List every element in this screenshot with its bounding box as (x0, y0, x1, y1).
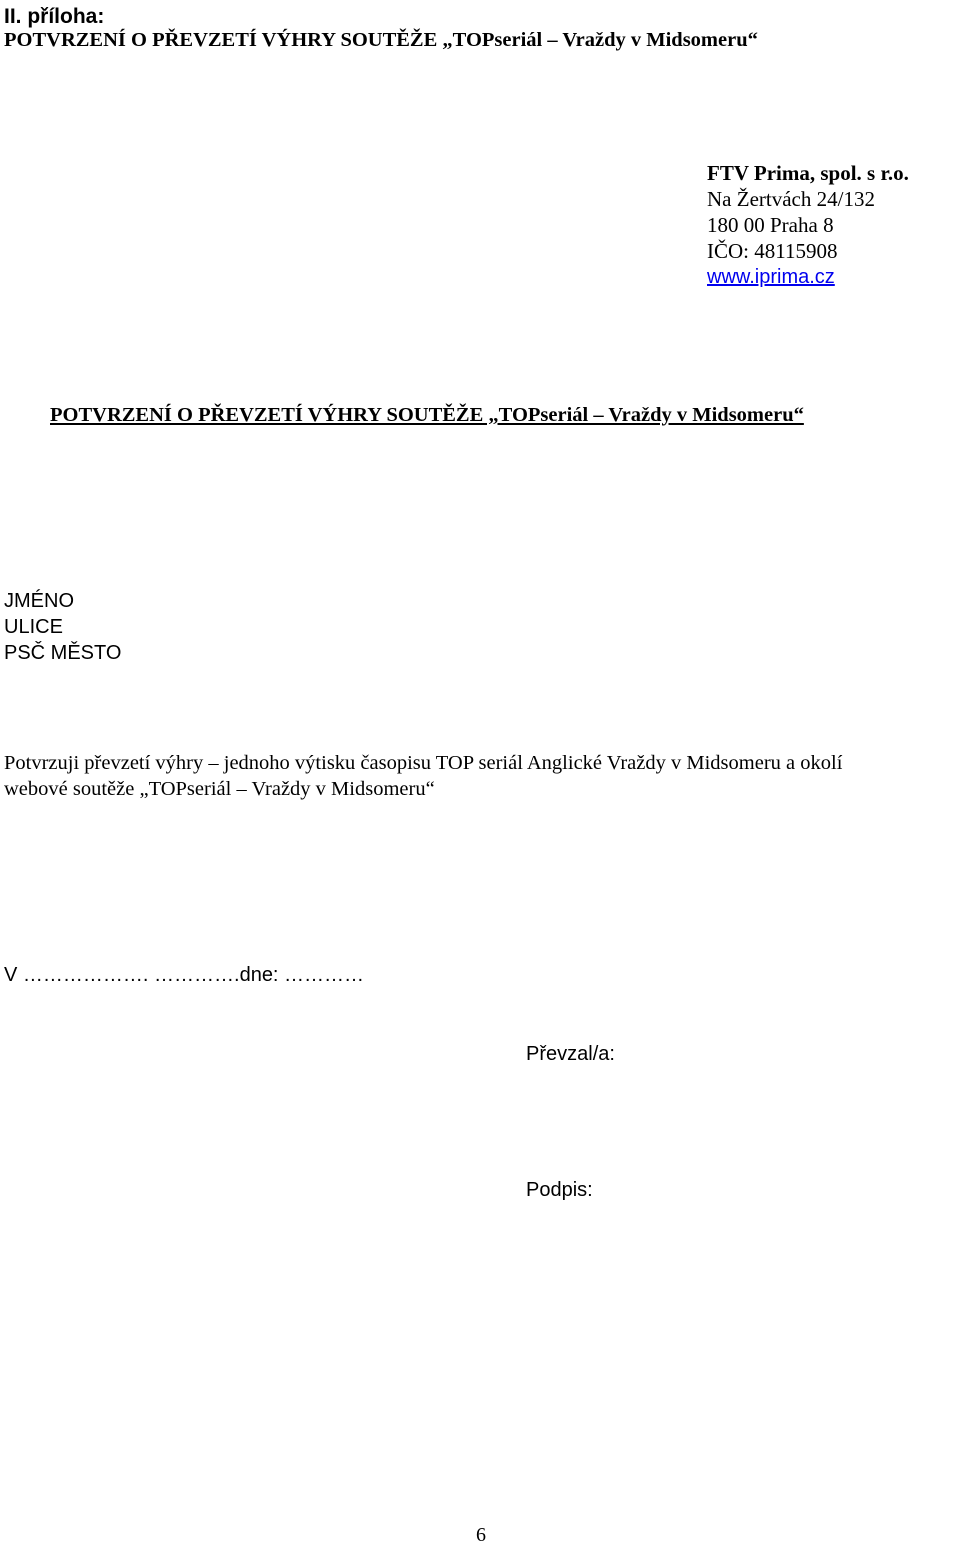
document-title: POTVRZENÍ O PŘEVZETÍ VÝHRY SOUTĚŽE „TOPseriál – Vraždy v Midsomeru“ (50, 404, 804, 426)
recipient-block (4, 588, 121, 666)
confirmation-line-1: Potvrzuji převzetí výhry – jednoho výtisku časopisu TOP seriál Anglické Vraždy v Midsomeru a okolí (4, 752, 843, 774)
annex-label: II. příloha: (4, 5, 105, 28)
page-number: 6 (476, 1524, 486, 1546)
place-date-line: V ………………. ………….dne: ………… (4, 964, 365, 986)
company-ico: IČO: 48115908 (707, 239, 838, 263)
signature-label: Podpis: (526, 1179, 593, 1201)
confirmation-line-2: webové soutěže „TOPseriál – Vraždy v Midsomeru“ (4, 778, 435, 800)
city-label: PSČ MĚSTO (4, 642, 122, 664)
street-label: ULICE (4, 616, 63, 638)
annex-title: POTVRZENÍ O PŘEVZETÍ VÝHRY SOUTĚŽE „TOPseriál – Vraždy v Midsomeru“ (4, 29, 758, 51)
confirmation-text (4, 750, 842, 802)
company-city: 180 00 Praha 8 (707, 213, 834, 237)
company-name: FTV Prima, spol. s r.o. (707, 161, 909, 185)
company-block (707, 160, 909, 290)
company-web-link[interactable]: www.iprima.cz (707, 266, 835, 288)
company-street: Na Žertvách 24/132 (707, 187, 875, 211)
received-label: Převzal/a: (526, 1043, 615, 1065)
name-label: JMÉNO (4, 590, 74, 612)
